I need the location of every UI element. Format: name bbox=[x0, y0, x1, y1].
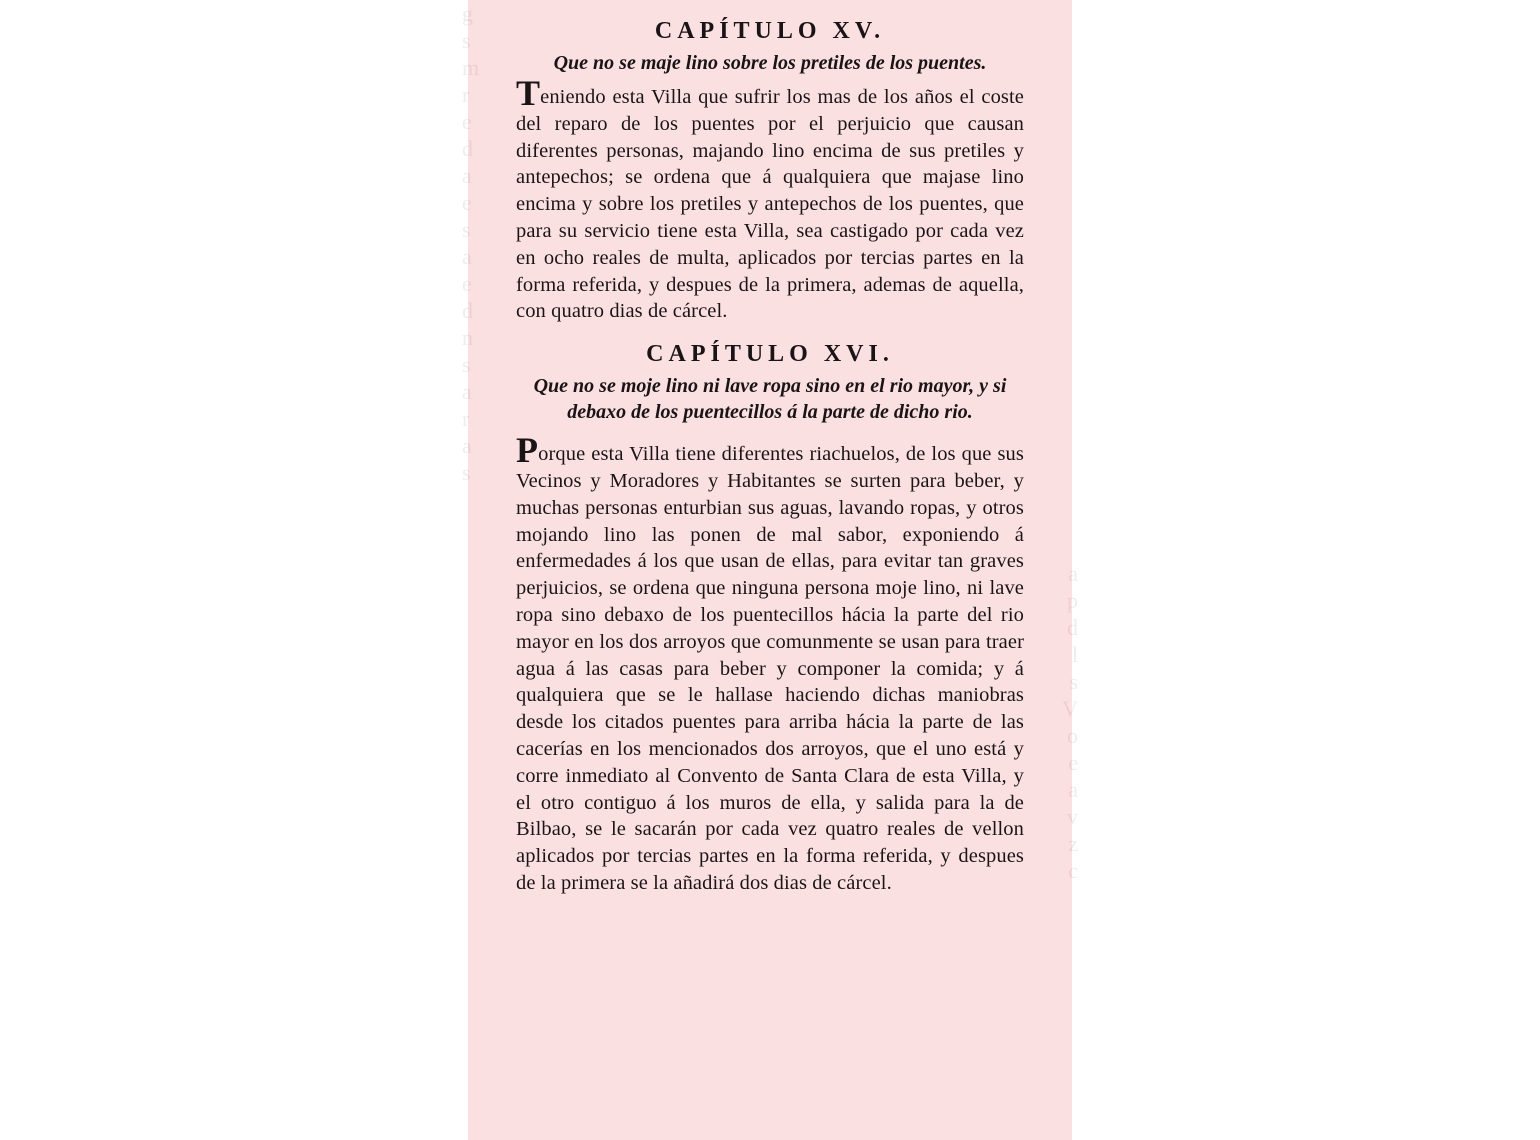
chapter-body-text: orque esta Villa tiene diferentes riachuelos, de los que sus Vecinos y Moradores y Habitantes se surten para beber, y muchas personas enturbian sus aguas, lavando ropas, y otros mojando lino las ponen de mal sabor, exponiendo á enfermedades á los que usan de ellas, para evitar tan graves perjuicios, se ordena que ninguna persona moje lino, ni lave ropa sino debaxo de los puentecillos hácia la parte del rio mayor en los dos arroyos que comunmente se usan para traer agua á las casas para beber y componer la comida; y á qualquiera que se le hallase haciendo dichas maniobras desde los citados puentes para arriba hácia la parte de las cacerías en los mencionados dos arroyos, que el uno está y corre inmediato al Convento de Santa Clara de esta Villa, y el otro contiguo á los muros de ella, y salida para la de Bilbao, se le sacarán por cada vez quatro reales de vellon aplicados por tercias partes en la forma referida, y despues de la primera se la añadirá dos dias de cárcel. bbox=[516, 443, 1024, 894]
chapter-heading: CAPÍTULO XV. bbox=[654, 18, 886, 44]
chapter-heading: CAPÍTULO XVI. bbox=[646, 341, 894, 368]
bleed-through-right: a p d l s V o e a v z c bbox=[1062, 561, 1078, 883]
chapter-body bbox=[516, 430, 1024, 897]
chapter-body-text: eniendo esta Villa que sufrir los mas de los años el coste del reparo de los puentes por el perjuicio que causan diferentes personas, majando lino encima de sus pretiles y antepechos; se ordena que á qualquiera que majase lino encima y sobre los pretiles y antepechos de los puentes, que para su servicio tiene esta Villa, sea castigado por cada vez en ocho reales de multa, aplicados por tercias partes en la forma referida, y despues de la primera, ademas de aquella, con quatro dias de cárcel. bbox=[516, 86, 1024, 323]
drop-cap: P bbox=[516, 430, 539, 471]
chapter-subtitle: Que no se maje lino sobre los pretiles de los puentes. bbox=[553, 52, 987, 74]
document-page bbox=[462, 0, 1078, 1140]
bleed-through-left: g s m r e d a e s a e d n s a r a s bbox=[462, 1, 480, 485]
chapter-body bbox=[516, 73, 1024, 325]
section-spacer bbox=[516, 431, 1024, 439]
drop-cap: T bbox=[516, 73, 541, 113]
chapter-subtitle: Que no se moje lino ni lave ropa sino en el rio mayor, y si debaxo de los puentecillos á la parte de dicho rio. bbox=[533, 375, 1007, 424]
chapter-15 bbox=[516, 14, 1024, 325]
section-spacer bbox=[516, 325, 1024, 337]
page-content bbox=[516, 14, 1024, 897]
chapter-16 bbox=[516, 337, 1024, 897]
